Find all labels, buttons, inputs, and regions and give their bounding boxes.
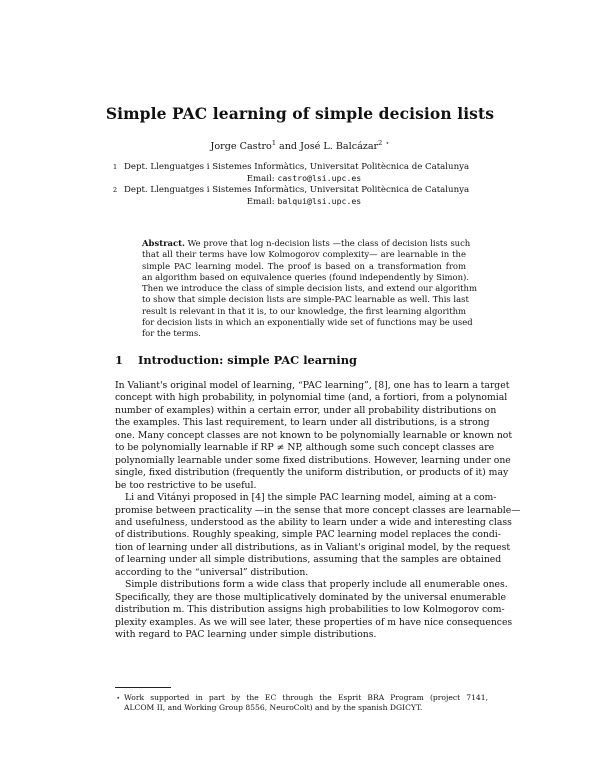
- abstract-label: Abstract.: [142, 238, 185, 248]
- footnote-line: ALCOM II, and Working Group 8556, NeuroColt) and by the spanish DGICYT.: [124, 703, 423, 713]
- author-2: José L. Balcázar: [300, 141, 379, 153]
- footnote-line: Work supported in part by the EC through the Esprit BRA Program (project 7141,: [124, 693, 488, 702]
- body-line: In Valiant's original model of learning, “PAC learning”, [8], one has to learn a target: [115, 380, 510, 391]
- abstract: [142, 238, 477, 339]
- abstract-line: for decision lists in which an exponentially wide set of functions may be used: [142, 316, 473, 327]
- affiliation-2-dept: Dept. Llenguatges i Sistemes Informàtics, Universitat Politècnica de Catalunya: [124, 185, 470, 195]
- affiliation-1: [113, 162, 484, 186]
- body-line: single, fixed distribution (frequently the uniform distribution, or products of it) may: [115, 467, 509, 479]
- body-line: according to the “universal” distribution.: [115, 566, 309, 578]
- body-line: polynomially learnable under some fixed distributions. However, learning under one: [115, 454, 511, 466]
- body-line: promise between practicality —in the sense that more concept classes are learnable—: [115, 504, 521, 516]
- body-line: Specifically, they are those multiplicatively dominated by the universal enumerable: [115, 591, 506, 603]
- affiliation-1-dept: Dept. Llenguatges i Sistemes Informàtics, Universitat Politècnica de Catalunya: [124, 162, 470, 172]
- affiliation-2-email: balqui@lsi.upc.es: [277, 196, 362, 207]
- abstract-line: to show that simple decision lists are simple-PAC learnable as well. This last: [142, 294, 469, 305]
- abstract-line: Abstract. We prove that log n-decision lists —the class of decision lists such: [142, 238, 471, 248]
- abstract-line: that all their terms have low Kolmogorov complexity— are learnable in the: [142, 249, 466, 260]
- author-joiner: and: [275, 141, 301, 153]
- affiliation-1-email-line: [124, 173, 484, 185]
- body-line: the examples. This last requirement, to learn under all distributions, is a strong: [115, 417, 490, 429]
- abstract-line: simple PAC learning model. The proof is based on a transformation from: [142, 260, 466, 271]
- affiliation-1-email: castro@lsi.upc.es: [277, 173, 362, 184]
- footnote-rule: [115, 687, 171, 688]
- body-line: plexity examples. As we will see later, these properties of m have nice consequences: [115, 616, 513, 628]
- body-line: with regard to PAC learning under simple distributions.: [115, 629, 377, 641]
- body-line: tion of learning under all distributions, as in Valiant's original model, by the request: [115, 541, 511, 553]
- author-2-mark: 2: [378, 139, 383, 147]
- body-line: distribution m. This distribution assigns high probabilities to low Kolmogorov com-: [115, 604, 505, 616]
- body-line: Simple distributions form a wide class that properly include all enumerable ones.: [125, 579, 508, 591]
- body-line: number of examples) within a certain error, under all probability distributions on: [115, 404, 497, 416]
- author-line: [0, 139, 600, 152]
- body-line: of learning under all simple distributions, assuming that the samples are obtained: [115, 554, 502, 566]
- body-line: one. Many concept classes are not known to be polynomially learnable or known not: [115, 429, 513, 441]
- abstract-line: for the terms.: [142, 328, 201, 338]
- body-text: [115, 380, 521, 642]
- section-title: Introduction: simple PAC learning: [138, 353, 358, 367]
- body-line: concept with high probability, in polynomial time (and, a fortiori, from a polynomial: [115, 392, 508, 404]
- section-heading: [115, 353, 357, 367]
- section-number: 1: [115, 353, 123, 367]
- body-line: to be polynomially learnable if RP ≠ NP, although some such concept classes are: [115, 442, 495, 454]
- body-line: and usefulness, understood as the ability to learn under a wide and interesting class: [115, 516, 512, 528]
- body-line: be too restrictive to be useful.: [115, 479, 257, 491]
- affiliation-2-email-line: [124, 196, 484, 208]
- body-line: of distributions. Roughly speaking, simple PAC learning model replaces the condi-: [115, 529, 501, 541]
- affiliation-1-email-label: Email:: [246, 174, 275, 185]
- paper-title: Simple PAC learning of simple decision lists: [105, 104, 495, 123]
- abstract-line: Then we introduce the class of simple decision lists, and extend our algorithm: [142, 283, 477, 293]
- funding-star: ⋆: [385, 139, 390, 147]
- author-1: Jorge Castro: [210, 141, 272, 153]
- footnote: [116, 693, 488, 714]
- affiliation-2-email-label: Email:: [246, 197, 275, 208]
- affiliation-1-number: 1: [113, 163, 118, 171]
- affiliation-2: [113, 185, 484, 209]
- footnote-mark: ⋆: [116, 694, 121, 702]
- abstract-line: an algorithm based on equivalence queries (found independently by Simon).: [142, 271, 470, 282]
- affiliation-2-number: 2: [113, 186, 118, 194]
- abstract-line: result is relevant in that it is, to our knowledge, the first learning algorithm: [142, 305, 467, 316]
- body-line: Li and Vitányi proposed in [4] the simple PAC learning model, aiming at a com-: [125, 492, 497, 504]
- author-1-mark: 1: [271, 139, 276, 147]
